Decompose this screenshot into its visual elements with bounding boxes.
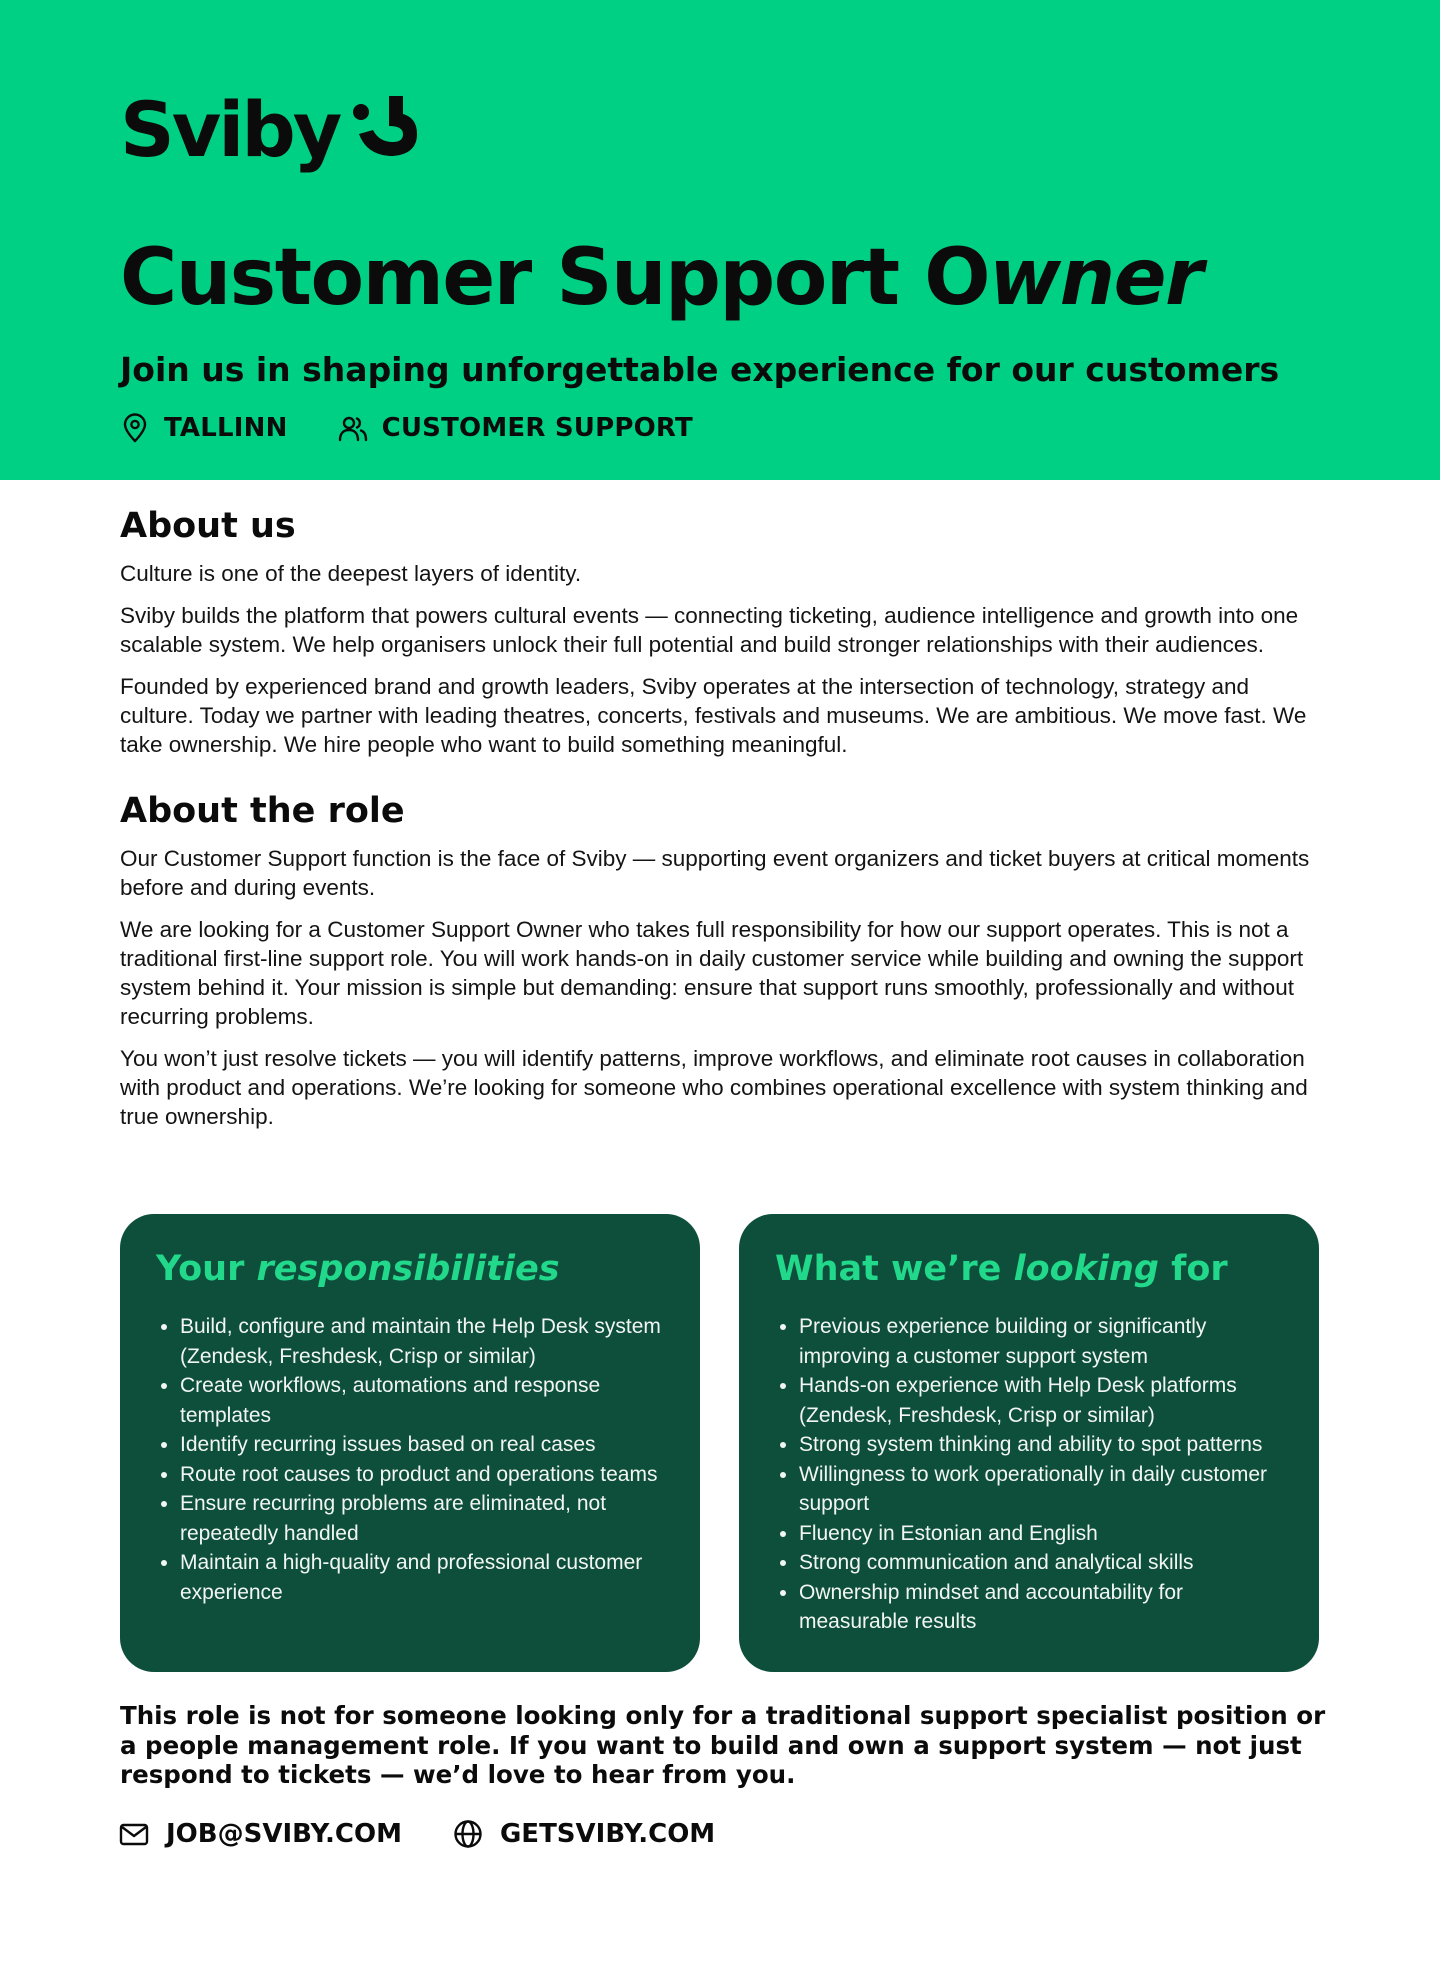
mail-icon [118,1818,150,1850]
looking-for-heading: What we’re looking for [775,1249,1228,1289]
list-item: • Ensure recurring problems are eliminated, not repeatedly handled [180,1489,664,1548]
website-link[interactable]: GETSVIBY.COM [499,1819,716,1849]
header-banner [0,0,1440,480]
team [338,413,693,443]
list-item: • Build, configure and maintain the Help Desk system (Zendesk, Freshdesk, Crisp or similar) [180,1312,664,1371]
requirements-cards [120,1214,1320,1672]
location [120,413,288,443]
closing-note: This role is not for someone looking only for a traditional support specialist position or a people management role. If you want to build and own a support system — not just respond to tickets — we’d love to hear from you. [120,1701,1326,1789]
logo-wordmark: Sviby [120,85,340,174]
people-icon [338,413,368,443]
email-link[interactable]: JOB@SVIBY.COM [166,1819,402,1849]
looking-for-card [739,1214,1319,1672]
about-role-paragraph: You won’t just resolve tickets — you will identify patterns, improve workflows, and eliminate root causes in collaboration with product and operations. We’re looking for someone who combines operational excellence with system thinking and true ownership. [120,1046,1308,1129]
job-meta [120,413,743,443]
list-item: • Willingness to work operationally in daily customer support [799,1460,1283,1519]
list-item: • Hands-on experience with Help Desk platforms (Zendesk, Freshdesk, Crisp or similar) [799,1371,1283,1430]
looking-for-list [775,1312,1283,1637]
sviby-logo [120,85,429,174]
responsibilities-heading: Your responsibilities [156,1249,560,1289]
tagline: Join us in shaping unforgettable experience for our customers [120,350,1280,389]
location-label: TALLINN [164,413,288,443]
job-title-accent: wner [989,233,1203,323]
map-pin-icon [120,413,150,443]
list-item: • Strong communication and analytical skills [799,1548,1283,1578]
job-title-main: Customer Support O [120,233,990,323]
list-item: • Route root causes to product and operations teams [180,1460,664,1490]
email-contact[interactable] [118,1818,402,1850]
list-item: • Identify recurring issues based on real cases [180,1430,664,1460]
responsibilities-list [156,1312,664,1607]
main-content [120,505,1320,1144]
team-label: CUSTOMER SUPPORT [381,413,693,443]
contact-info [118,1818,765,1850]
globe-icon [452,1818,484,1850]
list-item: • Maintain a high-quality and professional customer experience [180,1548,664,1607]
job-title [120,233,1203,323]
responsibilities-card [120,1214,700,1672]
about-us-paragraph: Sviby builds the platform that powers cultural events — connecting ticketing, audience intelligence and growth into one scalable system. We help organisers unlock their full potential and build stronger relationships with their audiences. [120,603,1299,657]
list-item: • Previous experience building or significantly improving a customer support system [799,1312,1283,1371]
list-item: • Fluency in Estonian and English [799,1519,1283,1549]
smile-logo-icon [345,88,429,172]
website-contact[interactable] [452,1818,715,1850]
list-item: • Ownership mindset and accountability for measurable results [799,1578,1283,1637]
about-us-paragraph: Founded by experienced brand and growth leaders, Sviby operates at the intersection of technology, strategy and culture. Today we partner with leading theatres, concerts, festivals and museums. We are ambitious. We move fast. We take ownership. We hire people who want to build something meaningful. [120,674,1307,757]
list-item: • Create workflows, automations and response templates [180,1371,664,1430]
list-item: • Strong system thinking and ability to spot patterns [799,1430,1283,1460]
about-us-paragraph: Culture is one of the deepest layers of identity. [120,561,582,586]
about-role-heading: About the role [120,791,405,831]
about-role-paragraph: We are looking for a Customer Support Owner who takes full responsibility for how our support operates. This is not a traditional first-line support role. You will work hands-on in daily customer service while building and owning the support system behind it. Your mission is simple but demanding: ensure that support runs smoothly, professionally and without recurring problems. [120,917,1304,1029]
about-us-heading: About us [120,506,296,546]
about-role-paragraph: Our Customer Support function is the face of Sviby — supporting event organizers and ticket buyers at critical moments before and during events. [120,846,1310,900]
